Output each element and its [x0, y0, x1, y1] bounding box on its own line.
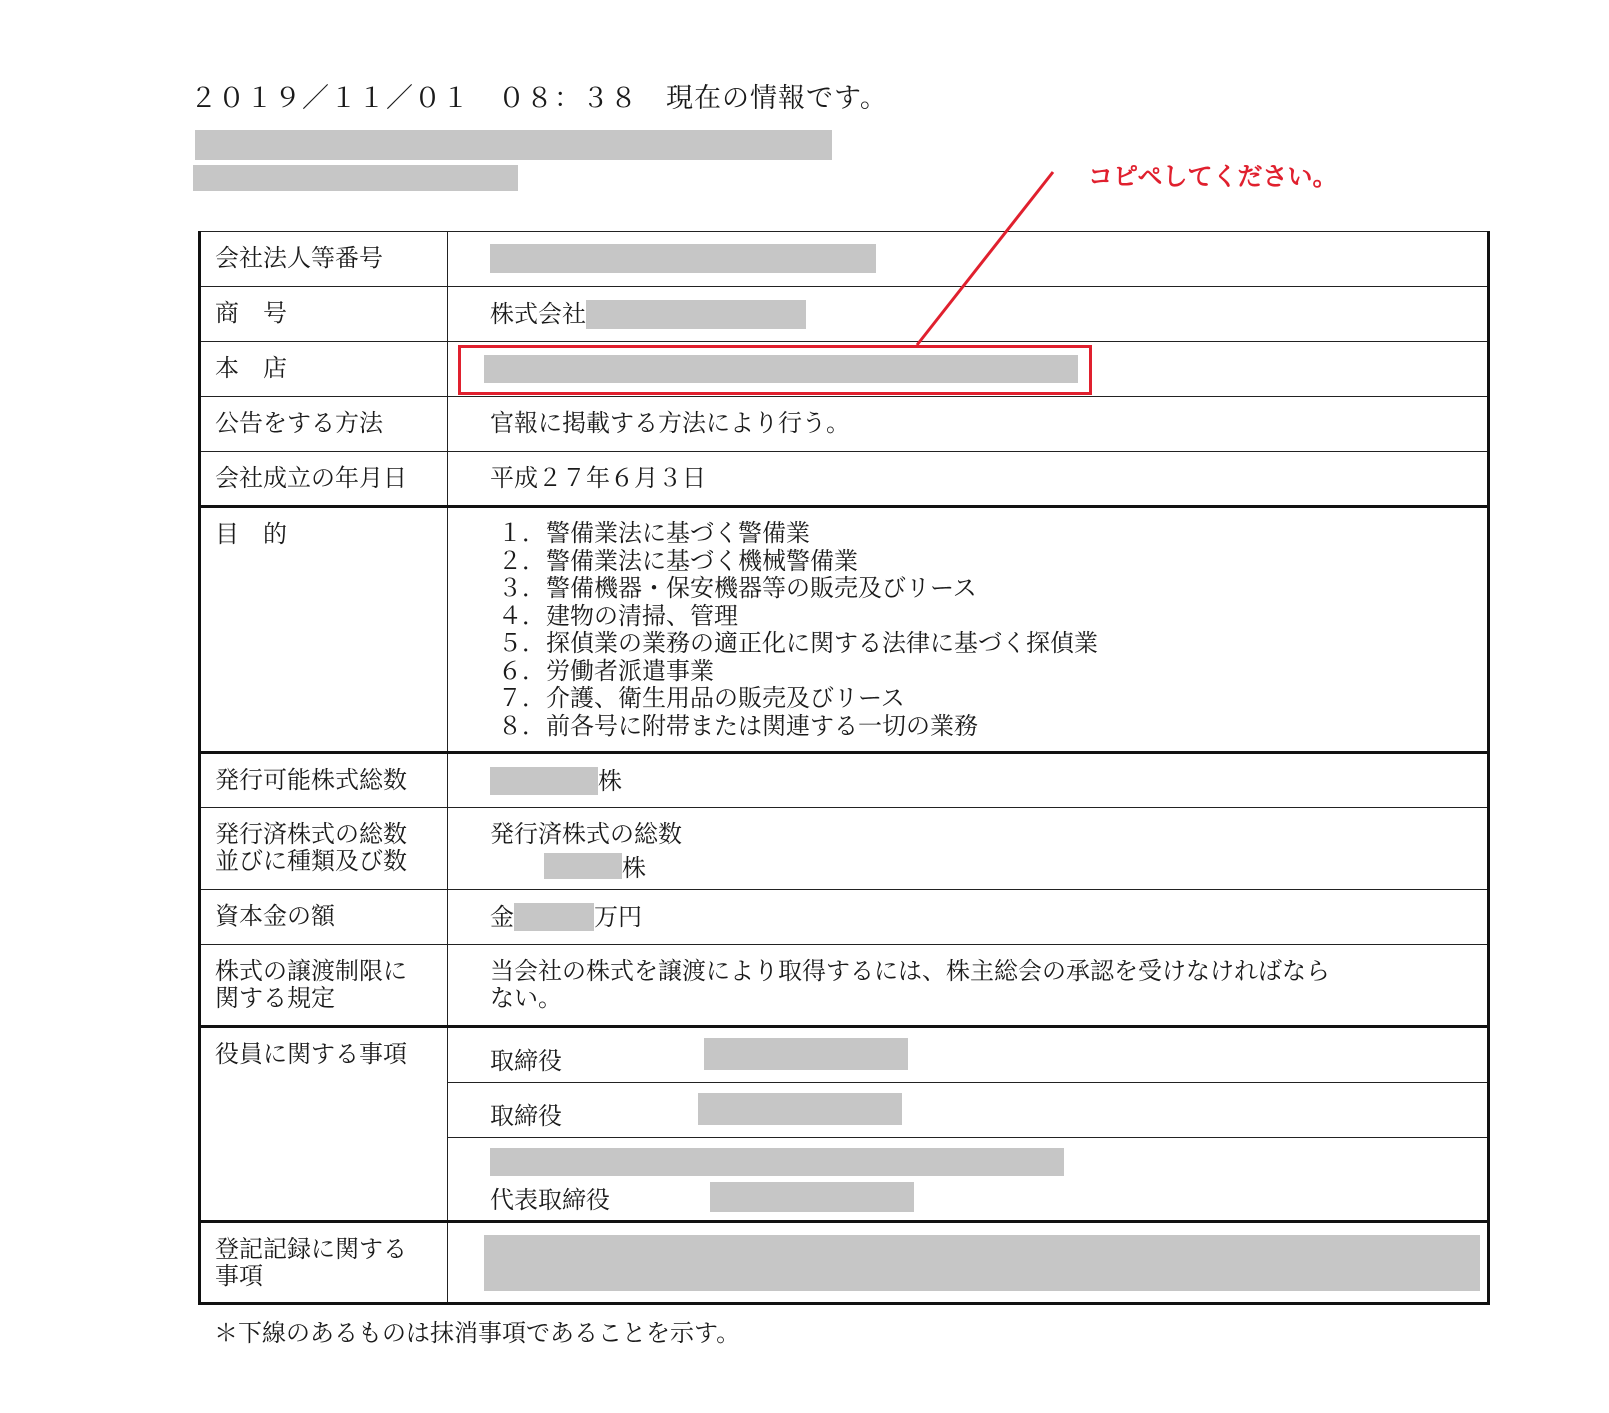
annotation-note: コピペしてください。	[1088, 162, 1338, 191]
officer-title: 取締役	[490, 1102, 562, 1130]
value-trade-name	[448, 287, 1489, 342]
label-head-office: 本 店	[200, 342, 448, 397]
label-purpose: 目 的	[200, 507, 448, 753]
value-corporate-number	[448, 232, 1489, 287]
label-transfer-restriction: 株式の譲渡制限に 関する規定	[200, 945, 448, 1027]
redacted-representative-name	[710, 1182, 914, 1212]
trade-name-prefix: 株式会社	[490, 300, 586, 328]
purpose-list	[448, 508, 1487, 740]
label-registry-record: 登記記録に関する 事項	[200, 1222, 448, 1304]
label-corporate-number: 会社法人等番号	[200, 232, 448, 287]
value-public-notice: 官報に掲載する方法により行う。	[448, 397, 1489, 452]
value-officers	[448, 1027, 1489, 1222]
label-capital: 資本金の額	[200, 890, 448, 945]
value-capital	[448, 890, 1489, 945]
value-transfer-restriction: 当会社の株式を譲渡により取得するには、株主総会の承認を受けなければなら ない。	[448, 945, 1489, 1027]
officer-title: 代表取締役	[490, 1186, 610, 1214]
redacted-address-line-2	[193, 165, 518, 191]
officer-row	[448, 1028, 1487, 1083]
redacted-officer-name	[698, 1093, 902, 1125]
redacted-trade-name	[586, 300, 806, 329]
purpose-item: １．警備業法に基づく警備業	[498, 519, 810, 547]
redacted-officer-name	[704, 1038, 908, 1070]
purpose-item: ２．警備業法に基づく機械警備業	[498, 546, 858, 575]
officer-row	[448, 1138, 1487, 1220]
label-trade-name: 商 号	[200, 287, 448, 342]
value-registry-record	[448, 1222, 1489, 1304]
redacted-address-line-1	[195, 130, 832, 160]
redacted-capital	[514, 903, 594, 931]
purpose-item: ４．建物の清掃、管理	[498, 601, 738, 630]
label-authorized-shares: 発行可能株式総数	[200, 753, 448, 808]
redacted-corporate-number	[490, 244, 876, 273]
redacted-issued-shares	[544, 853, 622, 879]
timestamp: ２０１９／１１／０１ ０８：３８ 現在の情報です。	[190, 83, 888, 114]
capital-prefix: 金	[490, 902, 514, 931]
purpose-item: ７．介護、衛生用品の販売及びリース	[498, 684, 905, 712]
label-officers: 役員に関する事項	[200, 1027, 448, 1222]
label-issued-shares: 発行済株式の総数 並びに種類及び数	[200, 808, 448, 890]
value-establishment-date: 平成２７年６月３日	[448, 452, 1489, 507]
officer-row	[448, 1083, 1487, 1138]
purpose-item: ８．前各号に附帯または関連する一切の業務	[498, 711, 978, 740]
label-establishment-date: 会社成立の年月日	[200, 452, 448, 507]
issued-shares-caption: 発行済株式の総数	[490, 820, 682, 848]
label-public-notice: 公告をする方法	[200, 397, 448, 452]
value-purpose	[448, 507, 1489, 753]
redacted-representative-address	[490, 1148, 1064, 1176]
highlight-box	[458, 345, 1092, 395]
purpose-item: ６．労働者派遣事業	[498, 656, 714, 685]
capital-unit: 万円	[594, 902, 642, 931]
value-issued-shares	[448, 808, 1489, 890]
value-authorized-shares	[448, 753, 1489, 808]
redacted-authorized-shares	[490, 767, 598, 795]
authorized-shares-unit: 株	[598, 766, 622, 795]
redacted-registry-record	[484, 1235, 1480, 1291]
issued-shares-unit: 株	[622, 854, 646, 882]
footnote: ＊下線のあるものは抹消事項であることを示す。	[214, 1319, 741, 1347]
officer-title: 取締役	[490, 1047, 562, 1075]
purpose-item: ３．警備機器・保安機器等の販売及びリース	[498, 574, 977, 602]
purpose-item: ５．探偵業の業務の適正化に関する法律に基づく探偵業	[498, 629, 1098, 657]
